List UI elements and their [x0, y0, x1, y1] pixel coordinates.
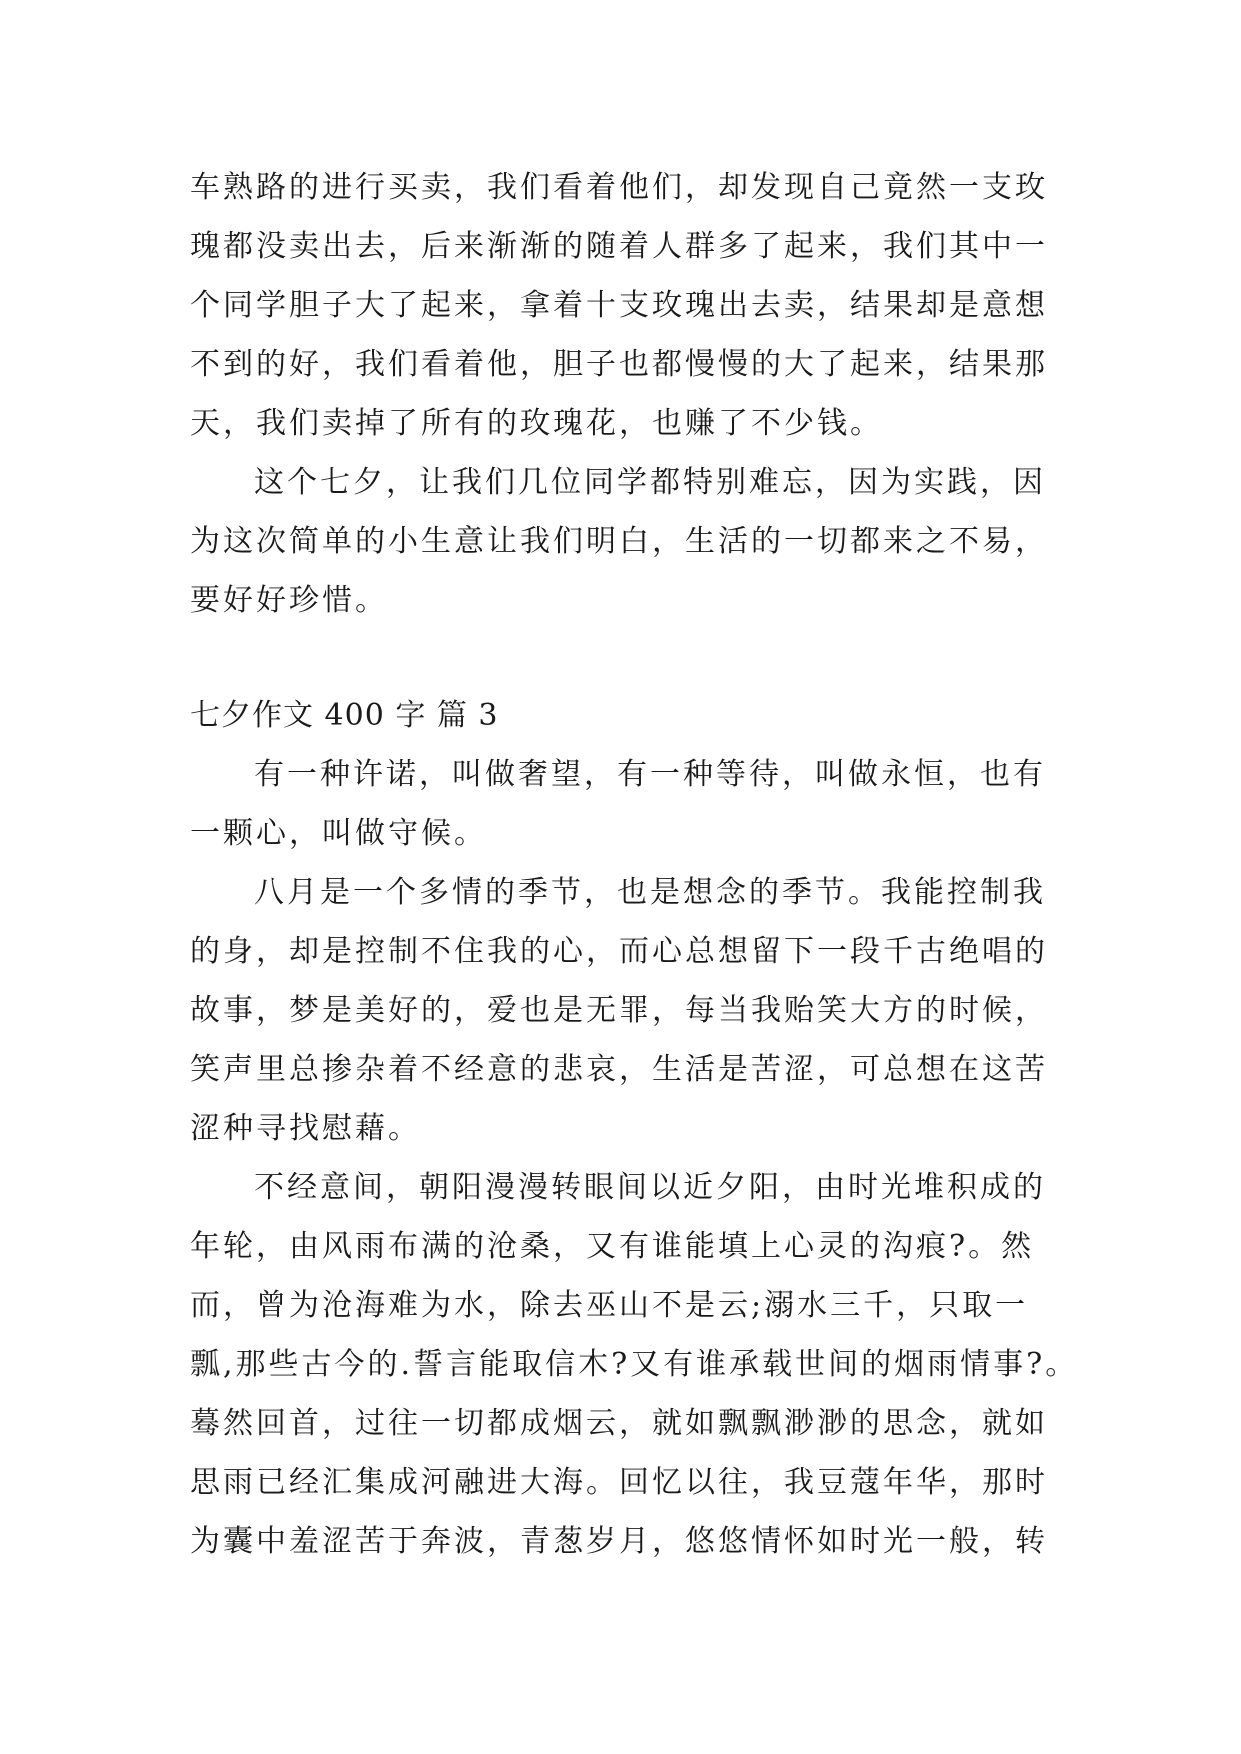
text-line: 故事，梦是美好的，爱也是无罪，每当我贻笑大方的时候，	[190, 993, 1048, 1028]
text-line: 车熟路的进行买卖，我们看着他们，却发现自己竟然一支玫	[190, 170, 1048, 205]
paragraph-memorable-qixi	[190, 453, 1070, 630]
text-line: 的身，却是控制不住我的心，而心总想留下一段千古绝唱的	[190, 934, 1048, 969]
text-line: 为这次简单的小生意让我们明白，生活的一切都来之不易，	[190, 524, 1048, 559]
text-line: 年轮，由风雨布满的沧桑，又有谁能填上心灵的沟痕?。然	[190, 1229, 1035, 1264]
text-line: 涩种寻找慰藉。	[190, 1111, 421, 1146]
paragraph-time	[190, 1158, 1079, 1571]
paragraph-promise	[190, 745, 1070, 863]
text-line: 不经意间，朝阳漫漫转眼间以近夕阳，由时光堆积成的	[254, 1170, 1046, 1205]
section-top	[190, 158, 1070, 630]
text-line: 八月是一个多情的季节，也是想念的季节。我能控制我	[254, 875, 1046, 910]
text-line: 一颗心，叫做守候。	[190, 816, 487, 851]
text-line: 这个七夕，让我们几位同学都特别难忘，因为实践，因	[254, 465, 1046, 500]
text-line: 瓢,那些古今的.誓言能取信木?又有谁承载世间的烟雨情事?。	[190, 1347, 1079, 1382]
text-line: 瑰都没卖出去，后来渐渐的随着人群多了起来，我们其中一	[190, 229, 1048, 264]
section-3-header	[190, 686, 1070, 745]
text-line: 天，我们卖掉了所有的玫瑰花，也赚了不少钱。	[190, 406, 883, 441]
text-line: 有一种许诺，叫做奢望，有一种等待，叫做永恒，也有	[254, 757, 1046, 792]
text-line: 笑声里总掺杂着不经意的悲哀，生活是苦涩，可总想在这苦	[190, 1052, 1048, 1087]
paragraph-august	[190, 863, 1070, 1158]
text-line: 为囊中羞涩苦于奔波，青葱岁月，悠悠情怀如时光一般，转	[190, 1524, 1048, 1559]
text-line: 而，曾为沧海难为水，除去巫山不是云;溺水三千，只取一	[190, 1288, 1029, 1323]
text-line: 蓦然回首，过往一切都成烟云，就如飘飘渺渺的思念，就如	[190, 1406, 1048, 1441]
paragraph-rose-selling	[190, 158, 1070, 453]
text-line: 思雨已经汇集成河融进大海。回忆以往，我豆蔻年华，那时	[190, 1465, 1048, 1500]
section-3-body	[190, 745, 1079, 1571]
text-line: 要好好珍惜。	[190, 583, 388, 618]
section-heading: 七夕作文 400 字 篇 3	[190, 698, 499, 733]
text-line: 个同学胆子大了起来，拿着十支玫瑰出去卖，结果却是意想	[190, 288, 1048, 323]
text-line: 不到的好，我们看着他，胆子也都慢慢的大了起来，结果那	[190, 347, 1048, 382]
